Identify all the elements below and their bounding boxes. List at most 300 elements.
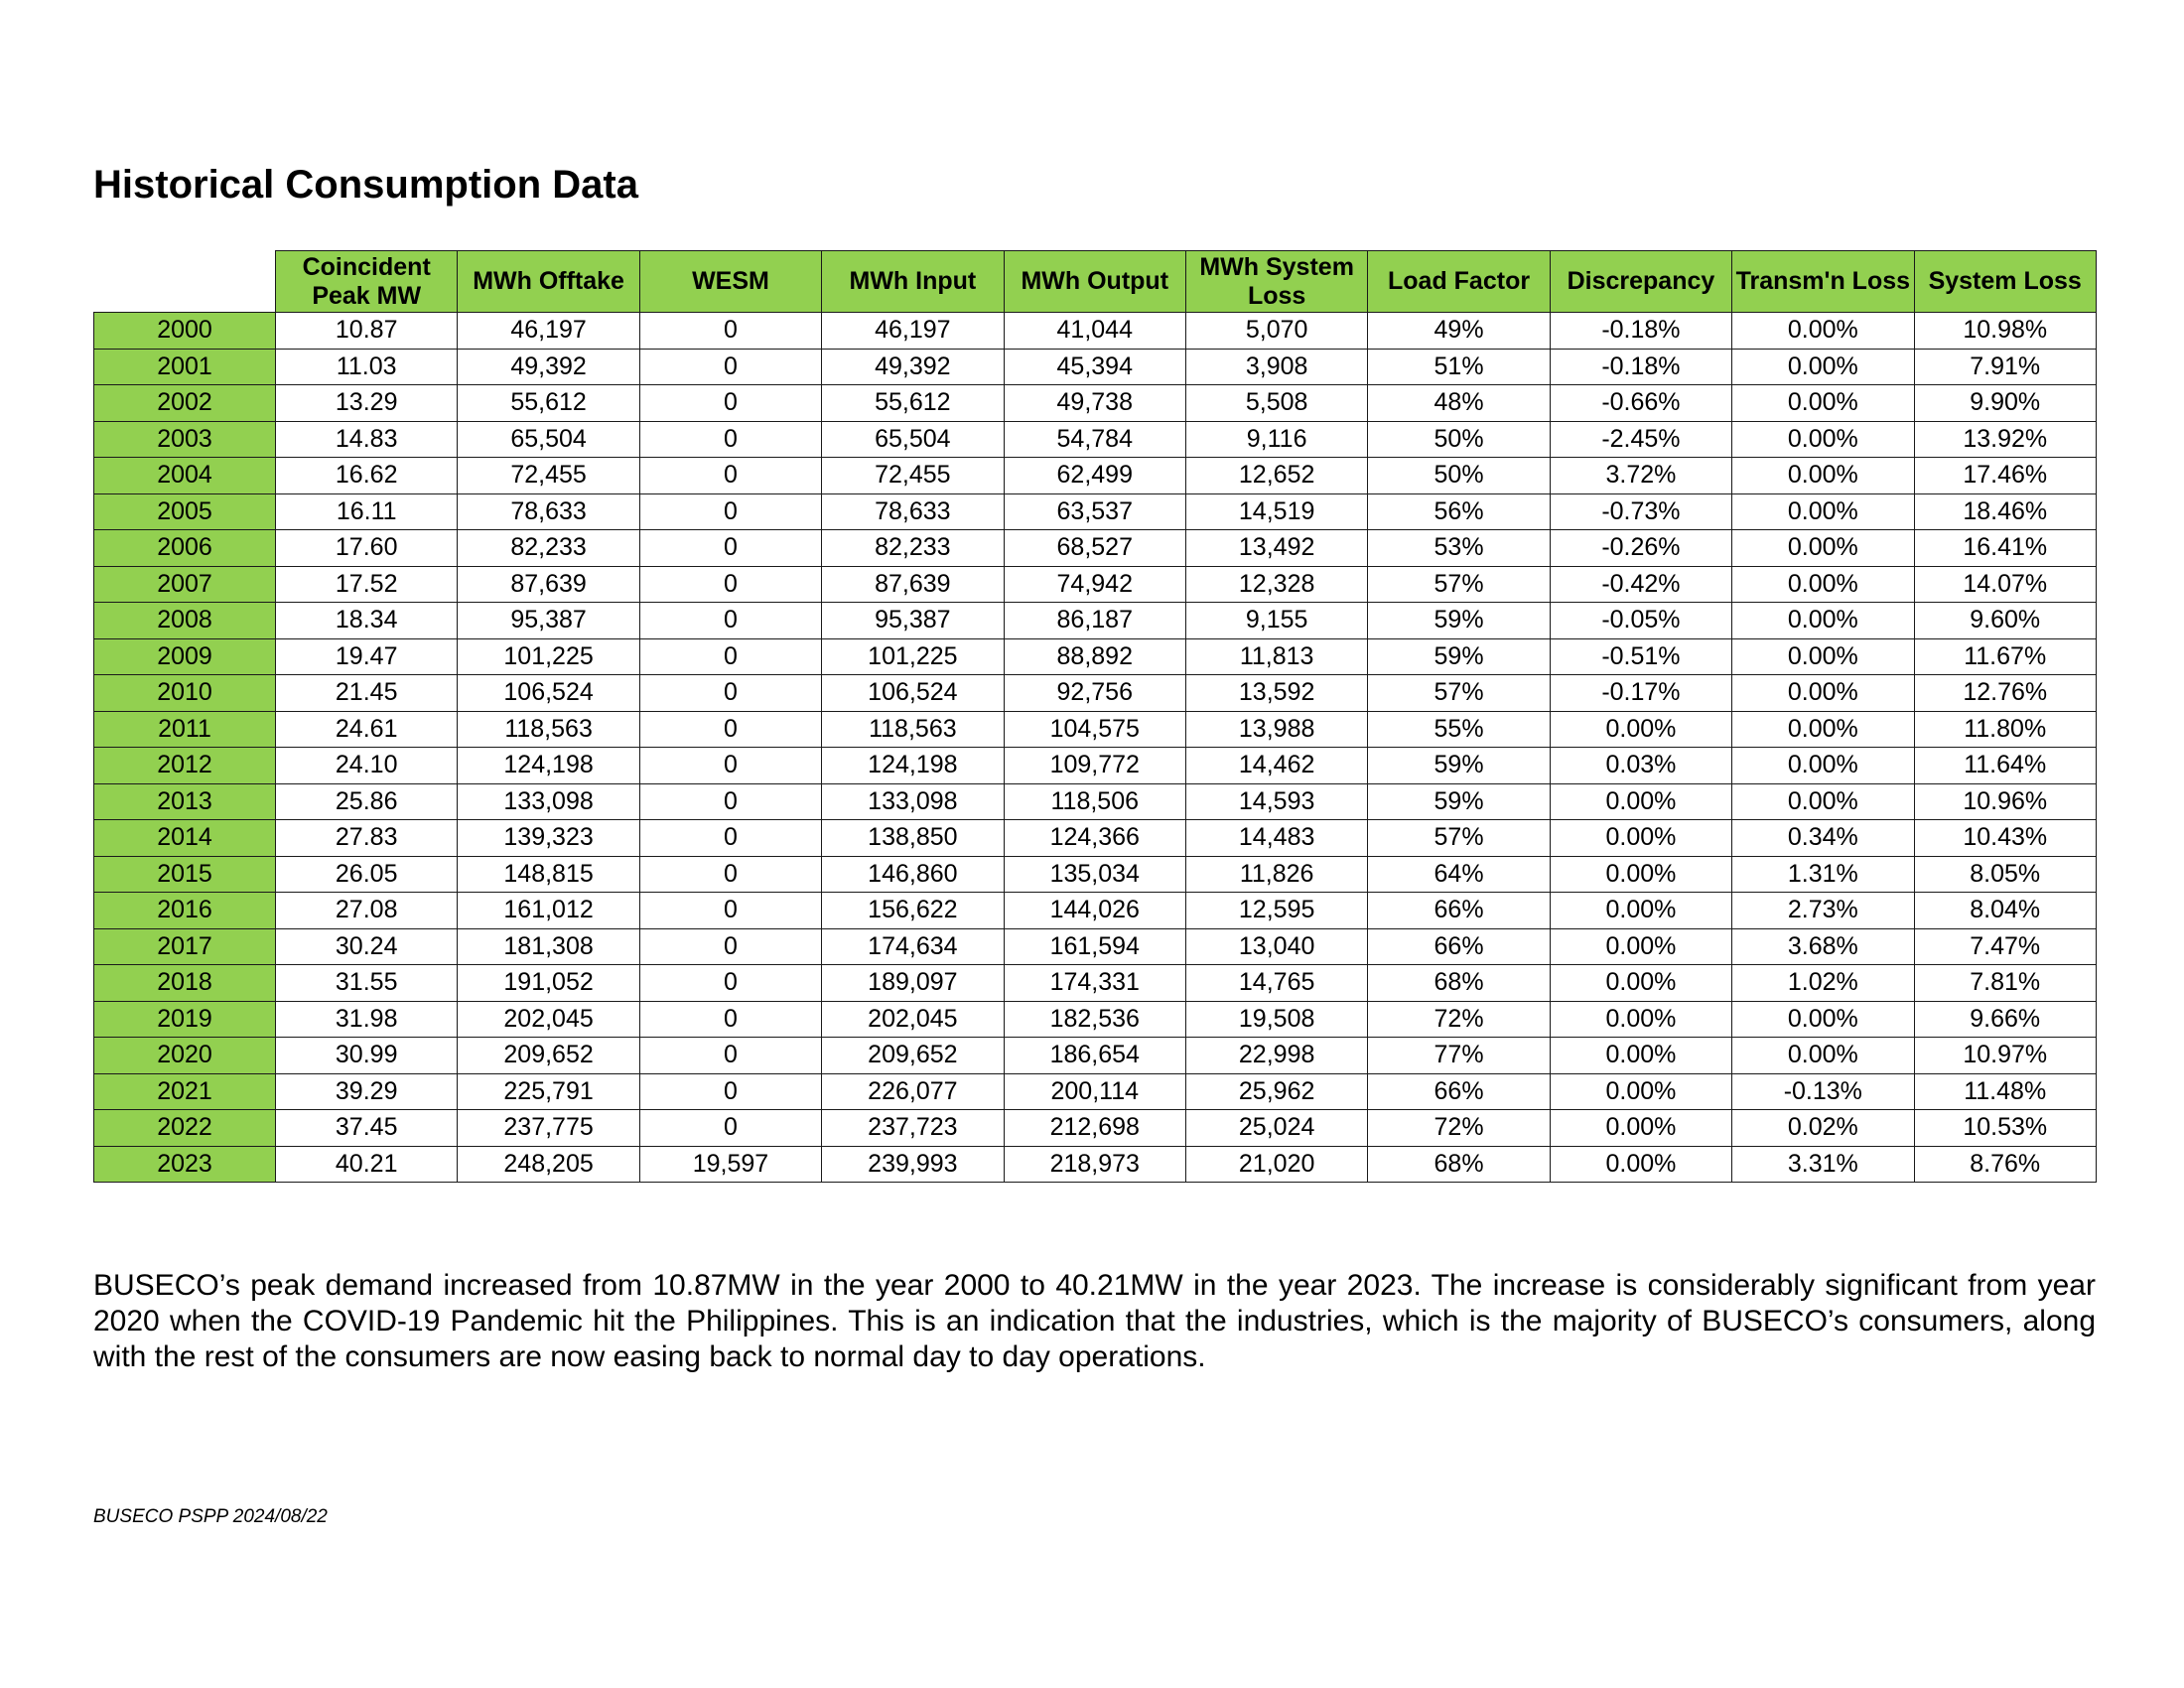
- mwh-output-cell: 161,594: [1004, 928, 1185, 965]
- transmission-loss-cell: 0.00%: [1732, 458, 1914, 494]
- coincident-peak-cell: 10.87: [276, 313, 458, 350]
- discrepancy-cell: 0.00%: [1550, 820, 1731, 857]
- coincident-peak-cell: 24.10: [276, 748, 458, 784]
- wesm-cell: 0: [639, 421, 821, 458]
- mwh-system-loss-cell: 12,652: [1185, 458, 1367, 494]
- year-cell: 2008: [94, 603, 276, 639]
- header-transmission-loss: Transm'n Loss: [1732, 251, 1914, 313]
- mwh-offtake-cell: 248,205: [458, 1146, 639, 1183]
- wesm-cell: 0: [639, 928, 821, 965]
- mwh-input-cell: 82,233: [822, 530, 1004, 567]
- system-loss-cell: 16.41%: [1914, 530, 2096, 567]
- load-factor-cell: 68%: [1368, 965, 1550, 1002]
- mwh-offtake-cell: 209,652: [458, 1038, 639, 1074]
- year-cell: 2005: [94, 493, 276, 530]
- mwh-input-cell: 237,723: [822, 1110, 1004, 1147]
- mwh-output-cell: 218,973: [1004, 1146, 1185, 1183]
- mwh-offtake-cell: 118,563: [458, 711, 639, 748]
- system-loss-cell: 7.81%: [1914, 965, 2096, 1002]
- discrepancy-cell: -0.17%: [1550, 675, 1731, 712]
- coincident-peak-cell: 31.55: [276, 965, 458, 1002]
- mwh-offtake-cell: 161,012: [458, 893, 639, 929]
- mwh-input-cell: 72,455: [822, 458, 1004, 494]
- system-loss-cell: 17.46%: [1914, 458, 2096, 494]
- header-mwh-input: MWh Input: [822, 251, 1004, 313]
- mwh-input-cell: 87,639: [822, 566, 1004, 603]
- mwh-system-loss-cell: 12,595: [1185, 893, 1367, 929]
- year-cell: 2003: [94, 421, 276, 458]
- table-row: [94, 748, 2097, 784]
- load-factor-cell: 57%: [1368, 566, 1550, 603]
- mwh-system-loss-cell: 14,765: [1185, 965, 1367, 1002]
- table-row: [94, 349, 2097, 385]
- discrepancy-cell: 0.00%: [1550, 1146, 1731, 1183]
- wesm-cell: 0: [639, 1073, 821, 1110]
- system-loss-cell: 13.92%: [1914, 421, 2096, 458]
- system-loss-cell: 11.80%: [1914, 711, 2096, 748]
- mwh-input-cell: 156,622: [822, 893, 1004, 929]
- mwh-output-cell: 186,654: [1004, 1038, 1185, 1074]
- wesm-cell: 0: [639, 965, 821, 1002]
- mwh-offtake-cell: 82,233: [458, 530, 639, 567]
- transmission-loss-cell: 3.31%: [1732, 1146, 1914, 1183]
- year-cell: 2010: [94, 675, 276, 712]
- mwh-offtake-cell: 46,197: [458, 313, 639, 350]
- mwh-input-cell: 239,993: [822, 1146, 1004, 1183]
- year-cell: 2002: [94, 385, 276, 422]
- consumption-table: [93, 250, 2097, 1183]
- mwh-output-cell: 86,187: [1004, 603, 1185, 639]
- coincident-peak-cell: 14.83: [276, 421, 458, 458]
- table-row: [94, 493, 2097, 530]
- mwh-output-cell: 118,506: [1004, 783, 1185, 820]
- discrepancy-cell: -2.45%: [1550, 421, 1731, 458]
- transmission-loss-cell: 1.02%: [1732, 965, 1914, 1002]
- wesm-cell: 0: [639, 313, 821, 350]
- mwh-output-cell: 124,366: [1004, 820, 1185, 857]
- mwh-offtake-cell: 133,098: [458, 783, 639, 820]
- mwh-system-loss-cell: 25,962: [1185, 1073, 1367, 1110]
- coincident-peak-cell: 25.86: [276, 783, 458, 820]
- mwh-system-loss-cell: 22,998: [1185, 1038, 1367, 1074]
- load-factor-cell: 50%: [1368, 458, 1550, 494]
- discrepancy-cell: 0.00%: [1550, 1038, 1731, 1074]
- discrepancy-cell: 0.00%: [1550, 893, 1731, 929]
- transmission-loss-cell: 0.00%: [1732, 313, 1914, 350]
- table-row: [94, 385, 2097, 422]
- wesm-cell: 0: [639, 349, 821, 385]
- system-loss-cell: 18.46%: [1914, 493, 2096, 530]
- discrepancy-cell: -0.18%: [1550, 349, 1731, 385]
- year-cell: 2001: [94, 349, 276, 385]
- mwh-system-loss-cell: 14,462: [1185, 748, 1367, 784]
- mwh-system-loss-cell: 13,040: [1185, 928, 1367, 965]
- year-cell: 2012: [94, 748, 276, 784]
- table-row: [94, 783, 2097, 820]
- mwh-system-loss-cell: 19,508: [1185, 1001, 1367, 1038]
- wesm-cell: 0: [639, 385, 821, 422]
- coincident-peak-cell: 39.29: [276, 1073, 458, 1110]
- load-factor-cell: 49%: [1368, 313, 1550, 350]
- mwh-output-cell: 63,537: [1004, 493, 1185, 530]
- mwh-output-cell: 144,026: [1004, 893, 1185, 929]
- discrepancy-cell: 0.00%: [1550, 928, 1731, 965]
- system-loss-cell: 10.97%: [1914, 1038, 2096, 1074]
- transmission-loss-cell: 3.68%: [1732, 928, 1914, 965]
- mwh-output-cell: 182,536: [1004, 1001, 1185, 1038]
- coincident-peak-cell: 19.47: [276, 638, 458, 675]
- load-factor-cell: 57%: [1368, 675, 1550, 712]
- load-factor-cell: 51%: [1368, 349, 1550, 385]
- discrepancy-cell: 0.00%: [1550, 1001, 1731, 1038]
- transmission-loss-cell: 0.34%: [1732, 820, 1914, 857]
- year-cell: 2007: [94, 566, 276, 603]
- table-row: [94, 1073, 2097, 1110]
- mwh-system-loss-cell: 9,116: [1185, 421, 1367, 458]
- table-row: [94, 675, 2097, 712]
- mwh-offtake-cell: 202,045: [458, 1001, 639, 1038]
- mwh-system-loss-cell: 13,492: [1185, 530, 1367, 567]
- header-corner-cell: [94, 251, 276, 313]
- mwh-offtake-cell: 148,815: [458, 856, 639, 893]
- header-row: [94, 251, 2097, 313]
- discrepancy-cell: 3.72%: [1550, 458, 1731, 494]
- transmission-loss-cell: 0.02%: [1732, 1110, 1914, 1147]
- transmission-loss-cell: 0.00%: [1732, 421, 1914, 458]
- header-load-factor: Load Factor: [1368, 251, 1550, 313]
- load-factor-cell: 55%: [1368, 711, 1550, 748]
- mwh-input-cell: 189,097: [822, 965, 1004, 1002]
- transmission-loss-cell: 0.00%: [1732, 493, 1914, 530]
- load-factor-cell: 72%: [1368, 1001, 1550, 1038]
- mwh-output-cell: 174,331: [1004, 965, 1185, 1002]
- coincident-peak-cell: 17.60: [276, 530, 458, 567]
- mwh-output-cell: 104,575: [1004, 711, 1185, 748]
- wesm-cell: 0: [639, 458, 821, 494]
- mwh-input-cell: 55,612: [822, 385, 1004, 422]
- year-cell: 2000: [94, 313, 276, 350]
- header-system-loss: System Loss: [1914, 251, 2096, 313]
- load-factor-cell: 56%: [1368, 493, 1550, 530]
- discrepancy-cell: 0.00%: [1550, 856, 1731, 893]
- transmission-loss-cell: 0.00%: [1732, 566, 1914, 603]
- year-cell: 2020: [94, 1038, 276, 1074]
- mwh-input-cell: 174,634: [822, 928, 1004, 965]
- transmission-loss-cell: 0.00%: [1732, 349, 1914, 385]
- system-loss-cell: 11.67%: [1914, 638, 2096, 675]
- mwh-offtake-cell: 87,639: [458, 566, 639, 603]
- discrepancy-cell: 0.00%: [1550, 1073, 1731, 1110]
- mwh-input-cell: 65,504: [822, 421, 1004, 458]
- transmission-loss-cell: 0.00%: [1732, 603, 1914, 639]
- mwh-system-loss-cell: 5,070: [1185, 313, 1367, 350]
- year-cell: 2023: [94, 1146, 276, 1183]
- mwh-system-loss-cell: 5,508: [1185, 385, 1367, 422]
- system-loss-cell: 7.91%: [1914, 349, 2096, 385]
- transmission-loss-cell: 0.00%: [1732, 1001, 1914, 1038]
- table-row: [94, 421, 2097, 458]
- year-cell: 2014: [94, 820, 276, 857]
- mwh-input-cell: 46,197: [822, 313, 1004, 350]
- coincident-peak-cell: 27.83: [276, 820, 458, 857]
- mwh-output-cell: 54,784: [1004, 421, 1185, 458]
- coincident-peak-cell: 26.05: [276, 856, 458, 893]
- year-cell: 2009: [94, 638, 276, 675]
- discrepancy-cell: 0.03%: [1550, 748, 1731, 784]
- mwh-input-cell: 146,860: [822, 856, 1004, 893]
- wesm-cell: 0: [639, 748, 821, 784]
- mwh-output-cell: 49,738: [1004, 385, 1185, 422]
- discrepancy-cell: -0.05%: [1550, 603, 1731, 639]
- wesm-cell: 0: [639, 856, 821, 893]
- system-loss-cell: 12.76%: [1914, 675, 2096, 712]
- mwh-system-loss-cell: 12,328: [1185, 566, 1367, 603]
- wesm-cell: 0: [639, 530, 821, 567]
- mwh-system-loss-cell: 11,826: [1185, 856, 1367, 893]
- transmission-loss-cell: 0.00%: [1732, 530, 1914, 567]
- load-factor-cell: 57%: [1368, 820, 1550, 857]
- system-loss-cell: 8.05%: [1914, 856, 2096, 893]
- mwh-offtake-cell: 49,392: [458, 349, 639, 385]
- system-loss-cell: 8.76%: [1914, 1146, 2096, 1183]
- wesm-cell: 0: [639, 675, 821, 712]
- discrepancy-cell: -0.18%: [1550, 313, 1731, 350]
- coincident-peak-cell: 24.61: [276, 711, 458, 748]
- system-loss-cell: 9.66%: [1914, 1001, 2096, 1038]
- discrepancy-cell: 0.00%: [1550, 711, 1731, 748]
- table-row: [94, 928, 2097, 965]
- load-factor-cell: 59%: [1368, 638, 1550, 675]
- coincident-peak-cell: 27.08: [276, 893, 458, 929]
- mwh-input-cell: 202,045: [822, 1001, 1004, 1038]
- mwh-input-cell: 106,524: [822, 675, 1004, 712]
- transmission-loss-cell: 0.00%: [1732, 675, 1914, 712]
- coincident-peak-cell: 16.62: [276, 458, 458, 494]
- table-row: [94, 313, 2097, 350]
- table-row: [94, 1038, 2097, 1074]
- mwh-offtake-cell: 55,612: [458, 385, 639, 422]
- mwh-output-cell: 212,698: [1004, 1110, 1185, 1147]
- load-factor-cell: 48%: [1368, 385, 1550, 422]
- mwh-offtake-cell: 72,455: [458, 458, 639, 494]
- transmission-loss-cell: 0.00%: [1732, 1038, 1914, 1074]
- mwh-input-cell: 95,387: [822, 603, 1004, 639]
- mwh-output-cell: 41,044: [1004, 313, 1185, 350]
- load-factor-cell: 66%: [1368, 928, 1550, 965]
- table-row: [94, 1001, 2097, 1038]
- mwh-input-cell: 124,198: [822, 748, 1004, 784]
- header-coincident-peak: Coincident Peak MW: [276, 251, 458, 313]
- year-cell: 2015: [94, 856, 276, 893]
- table-row: [94, 856, 2097, 893]
- table-row: [94, 1146, 2097, 1183]
- year-cell: 2011: [94, 711, 276, 748]
- transmission-loss-cell: 0.00%: [1732, 638, 1914, 675]
- year-cell: 2022: [94, 1110, 276, 1147]
- mwh-output-cell: 68,527: [1004, 530, 1185, 567]
- table-header: [94, 251, 2097, 313]
- coincident-peak-cell: 40.21: [276, 1146, 458, 1183]
- load-factor-cell: 59%: [1368, 783, 1550, 820]
- wesm-cell: 0: [639, 1110, 821, 1147]
- discrepancy-cell: -0.66%: [1550, 385, 1731, 422]
- table-row: [94, 1110, 2097, 1147]
- wesm-cell: 0: [639, 638, 821, 675]
- mwh-input-cell: 49,392: [822, 349, 1004, 385]
- mwh-input-cell: 133,098: [822, 783, 1004, 820]
- mwh-output-cell: 109,772: [1004, 748, 1185, 784]
- system-loss-cell: 14.07%: [1914, 566, 2096, 603]
- table-row: [94, 711, 2097, 748]
- mwh-system-loss-cell: 13,592: [1185, 675, 1367, 712]
- mwh-offtake-cell: 65,504: [458, 421, 639, 458]
- wesm-cell: 0: [639, 783, 821, 820]
- system-loss-cell: 8.04%: [1914, 893, 2096, 929]
- coincident-peak-cell: 30.24: [276, 928, 458, 965]
- discrepancy-cell: -0.73%: [1550, 493, 1731, 530]
- year-cell: 2016: [94, 893, 276, 929]
- transmission-loss-cell: -0.13%: [1732, 1073, 1914, 1110]
- system-loss-cell: 7.47%: [1914, 928, 2096, 965]
- coincident-peak-cell: 18.34: [276, 603, 458, 639]
- mwh-system-loss-cell: 3,908: [1185, 349, 1367, 385]
- load-factor-cell: 66%: [1368, 893, 1550, 929]
- summary-paragraph: BUSECO’s peak demand increased from 10.87MW in the year 2000 to 40.21MW in the year 2023. The increase is considerably significant from year 2020 when the COVID-19 Pandemic hit the Philippines. This is an indication that the industries, which is the majority of BUSECO’s consumers, along with the rest of the consumers are now easing back to normal day to day operations.: [93, 1269, 2096, 1373]
- wesm-cell: 19,597: [639, 1146, 821, 1183]
- system-loss-cell: 10.98%: [1914, 313, 2096, 350]
- transmission-loss-cell: 0.00%: [1732, 748, 1914, 784]
- mwh-input-cell: 209,652: [822, 1038, 1004, 1074]
- mwh-system-loss-cell: 25,024: [1185, 1110, 1367, 1147]
- mwh-offtake-cell: 237,775: [458, 1110, 639, 1147]
- mwh-input-cell: 118,563: [822, 711, 1004, 748]
- coincident-peak-cell: 21.45: [276, 675, 458, 712]
- mwh-offtake-cell: 95,387: [458, 603, 639, 639]
- year-cell: 2017: [94, 928, 276, 965]
- table-row: [94, 530, 2097, 567]
- mwh-input-cell: 78,633: [822, 493, 1004, 530]
- system-loss-cell: 10.96%: [1914, 783, 2096, 820]
- mwh-offtake-cell: 101,225: [458, 638, 639, 675]
- mwh-output-cell: 135,034: [1004, 856, 1185, 893]
- header-mwh-system-loss: MWh System Loss: [1185, 251, 1367, 313]
- mwh-system-loss-cell: 9,155: [1185, 603, 1367, 639]
- table-row: [94, 965, 2097, 1002]
- system-loss-cell: 9.90%: [1914, 385, 2096, 422]
- coincident-peak-cell: 37.45: [276, 1110, 458, 1147]
- mwh-system-loss-cell: 14,483: [1185, 820, 1367, 857]
- header-wesm: WESM: [639, 251, 821, 313]
- mwh-input-cell: 226,077: [822, 1073, 1004, 1110]
- transmission-loss-cell: 0.00%: [1732, 711, 1914, 748]
- load-factor-cell: 53%: [1368, 530, 1550, 567]
- mwh-offtake-cell: 225,791: [458, 1073, 639, 1110]
- coincident-peak-cell: 31.98: [276, 1001, 458, 1038]
- load-factor-cell: 50%: [1368, 421, 1550, 458]
- table-row: [94, 893, 2097, 929]
- table-row: [94, 566, 2097, 603]
- mwh-output-cell: 92,756: [1004, 675, 1185, 712]
- load-factor-cell: 77%: [1368, 1038, 1550, 1074]
- table-row: [94, 458, 2097, 494]
- mwh-output-cell: 74,942: [1004, 566, 1185, 603]
- load-factor-cell: 68%: [1368, 1146, 1550, 1183]
- transmission-loss-cell: 0.00%: [1732, 385, 1914, 422]
- mwh-output-cell: 62,499: [1004, 458, 1185, 494]
- discrepancy-cell: -0.42%: [1550, 566, 1731, 603]
- year-cell: 2018: [94, 965, 276, 1002]
- mwh-offtake-cell: 139,323: [458, 820, 639, 857]
- wesm-cell: 0: [639, 820, 821, 857]
- mwh-output-cell: 88,892: [1004, 638, 1185, 675]
- load-factor-cell: 64%: [1368, 856, 1550, 893]
- mwh-system-loss-cell: 13,988: [1185, 711, 1367, 748]
- table-row: [94, 603, 2097, 639]
- year-cell: 2013: [94, 783, 276, 820]
- transmission-loss-cell: 2.73%: [1732, 893, 1914, 929]
- mwh-offtake-cell: 191,052: [458, 965, 639, 1002]
- mwh-output-cell: 45,394: [1004, 349, 1185, 385]
- coincident-peak-cell: 16.11: [276, 493, 458, 530]
- year-cell: 2021: [94, 1073, 276, 1110]
- mwh-offtake-cell: 78,633: [458, 493, 639, 530]
- mwh-offtake-cell: 181,308: [458, 928, 639, 965]
- mwh-system-loss-cell: 14,593: [1185, 783, 1367, 820]
- mwh-output-cell: 200,114: [1004, 1073, 1185, 1110]
- year-cell: 2004: [94, 458, 276, 494]
- mwh-system-loss-cell: 11,813: [1185, 638, 1367, 675]
- footer-note: BUSECO PSPP 2024/08/22: [93, 1506, 328, 1527]
- system-loss-cell: 11.48%: [1914, 1073, 2096, 1110]
- mwh-offtake-cell: 124,198: [458, 748, 639, 784]
- table-body: [94, 313, 2097, 1183]
- wesm-cell: 0: [639, 493, 821, 530]
- discrepancy-cell: 0.00%: [1550, 783, 1731, 820]
- mwh-offtake-cell: 106,524: [458, 675, 639, 712]
- wesm-cell: 0: [639, 603, 821, 639]
- mwh-input-cell: 101,225: [822, 638, 1004, 675]
- header-discrepancy: Discrepancy: [1550, 251, 1731, 313]
- load-factor-cell: 66%: [1368, 1073, 1550, 1110]
- discrepancy-cell: 0.00%: [1550, 965, 1731, 1002]
- mwh-input-cell: 138,850: [822, 820, 1004, 857]
- transmission-loss-cell: 0.00%: [1732, 783, 1914, 820]
- header-mwh-offtake: MWh Offtake: [458, 251, 639, 313]
- system-loss-cell: 11.64%: [1914, 748, 2096, 784]
- header-mwh-output: MWh Output: [1004, 251, 1185, 313]
- system-loss-cell: 10.53%: [1914, 1110, 2096, 1147]
- wesm-cell: 0: [639, 1038, 821, 1074]
- load-factor-cell: 59%: [1368, 603, 1550, 639]
- load-factor-cell: 59%: [1368, 748, 1550, 784]
- wesm-cell: 0: [639, 893, 821, 929]
- coincident-peak-cell: 13.29: [276, 385, 458, 422]
- system-loss-cell: 9.60%: [1914, 603, 2096, 639]
- load-factor-cell: 72%: [1368, 1110, 1550, 1147]
- wesm-cell: 0: [639, 711, 821, 748]
- mwh-system-loss-cell: 21,020: [1185, 1146, 1367, 1183]
- system-loss-cell: 10.43%: [1914, 820, 2096, 857]
- year-cell: 2006: [94, 530, 276, 567]
- table-row: [94, 820, 2097, 857]
- discrepancy-cell: 0.00%: [1550, 1110, 1731, 1147]
- coincident-peak-cell: 30.99: [276, 1038, 458, 1074]
- page-title: Historical Consumption Data: [93, 163, 638, 207]
- discrepancy-cell: -0.26%: [1550, 530, 1731, 567]
- coincident-peak-cell: 11.03: [276, 349, 458, 385]
- transmission-loss-cell: 1.31%: [1732, 856, 1914, 893]
- year-cell: 2019: [94, 1001, 276, 1038]
